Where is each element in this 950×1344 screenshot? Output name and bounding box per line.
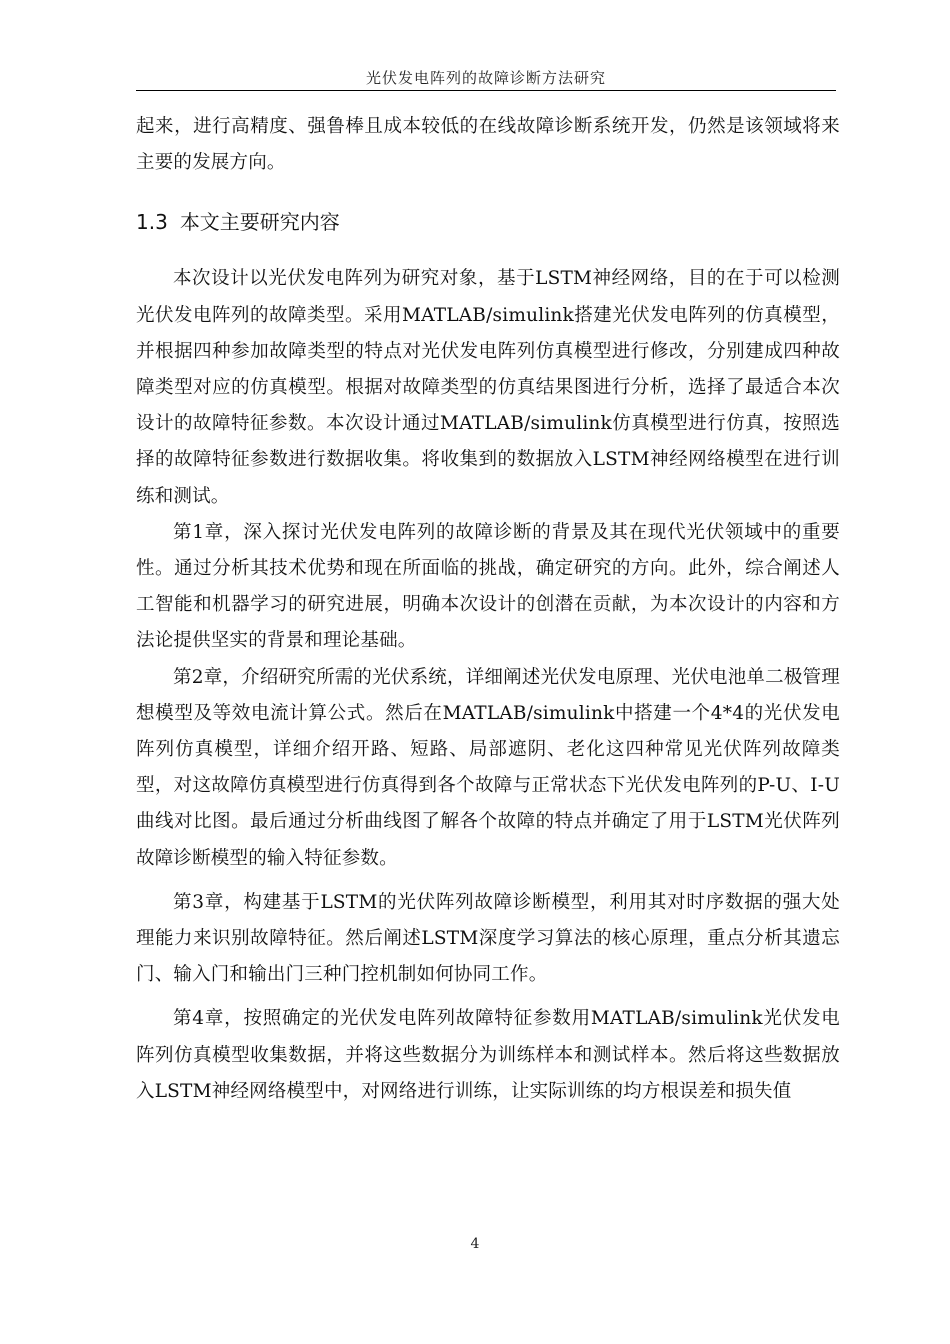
paragraph-overview: 本次设计以光伏发电阵列为研究对象，基于LSTM神经网络，目的在于可以检测光伏发电阵列的故障类型。采用MATLAB/simulink搭建光伏发电阵列的仿真模型，并根据四种参加故障类型的特点对光伏发电阵列仿真模型进行修改，分别建成四种故障类型对应的仿真模型。根据对故障类型的仿真结果图进行分析，选择了最适合本次设计的故障特征参数。本次设计通过MATLAB/simulink仿真模型进行仿真，按照选择的故障特征参数进行数据收集。将收集到的数据放入LSTM神经网络模型在进行训练和测试。 (136, 268, 840, 507)
section-heading (136, 207, 840, 237)
running-header (136, 66, 836, 91)
paragraph-chapter-4: 第4章，按照确定的光伏发电阵列故障特征参数用MATLAB/simulink光伏发电阵列仿真模型收集数据，并将这些数据分为训练样本和测试样本。然后将这些数据放入LSTM神经网络模型中，对网络进行训练，让实际训练的均方根误差和损失值 (136, 1008, 840, 1102)
running-header-title: 光伏发电阵列的故障诊断方法研究 (365, 69, 606, 87)
page-number: 4 (470, 1236, 480, 1252)
paragraph-chapter-1: 第1章，深入探讨光伏发电阵列的故障诊断的背景及其在现代光伏领域中的重要性。通过分析其技术优势和现在所面临的挑战，确定研究的方向。此外，综合阐述人工智能和机器学习的研究进展，明确本次设计的创潜在贡献，为本次设计的内容和方法论提供坚实的背景和理论基础。 (136, 521, 840, 652)
paragraph-chapter-2: 第2章，介绍研究所需的光伏系统，详细阐述光伏发电原理、光伏电池单二极管理想模型及等效电流计算公式。然后在MATLAB/simulink中搭建一个4*4的光伏发电阵列仿真模型，详细介绍开路、短路、局部遮阴、老化这四种常见光伏阵列故障类型，对这故障仿真模型进行仿真得到各个故障与正常状态下光伏发电阵列的P-U、I-U曲线对比图。最后通过分析曲线图了解各个故障的特点并确定了用于LSTM光伏阵列故障诊断模型的输入特征参数。 (136, 666, 840, 869)
paragraph-chapter-3: 第3章，构建基于LSTM的光伏阵列故障诊断模型，利用其对时序数据的强大处理能力来识别故障特征。然后阐述LSTM深度学习算法的核心原理，重点分析其遗忘门、输入门和输出门三种门控机制如何协同工作。 (136, 891, 840, 986)
section-title: 本文主要研究内容 (179, 210, 340, 235)
document-body (136, 109, 840, 1110)
section-number: 1.3 (136, 210, 168, 235)
intro-paragraph: 起来，进行高精度、强鲁棒且成本较低的在线故障诊断系统开发，仍然是该领域将来主要的发展方向。 (136, 116, 840, 174)
